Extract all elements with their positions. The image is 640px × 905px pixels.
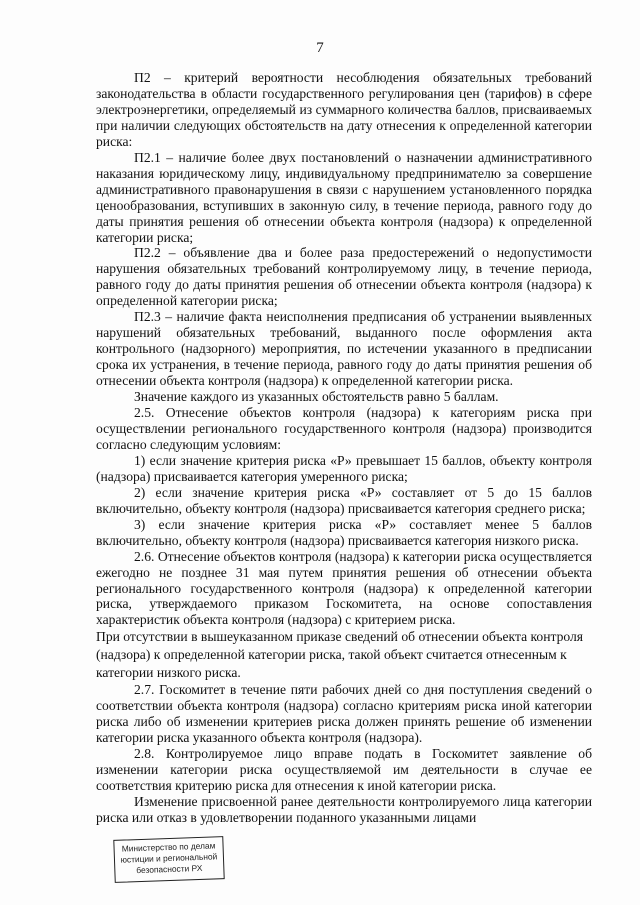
- page-number: 7: [316, 40, 324, 56]
- paragraph-points-value: Значение каждого из указанных обстоятельств равно 5 баллам.: [134, 389, 499, 405]
- paragraph-2-6: 2.6. Отнесение объектов контроля (надзора) к категории риска осуществляется ежегодно не позднее 31 мая путем принятия решения об отнесении объекта регионального государственного контроля (надзора) к определенной категории риска, утверждаемого приказом Госкомитета, на основе сопоставления характеристик объекта контроля (надзора) с критерием риска.: [96, 548, 592, 628]
- ministry-stamp: [113, 836, 224, 883]
- paragraph-p2-1: П2.1 – наличие более двух постановлений о назначении административного наказания юридическому лицу, индивидуальному предпринимателю за совершение административного правонарушения в связи с нарушением установленного порядка ценообразования, вступивших в законную силу, в течение периода, равного году до даты принятия решения об отнесении объекта контроля (надзора) к определенной категории риска;: [96, 149, 592, 245]
- stamp-line-1: Министерство по делам: [121, 840, 216, 854]
- paragraph-p2-2: П2.2 – объявление два и более раза предостережений о недопустимости нарушения обязательных требований контролируемому лицу, в течение периода, равного году до даты принятия решения об отнесении объекта контроля (надзора) к определенной категории риска;: [96, 245, 592, 309]
- stamp-line-3: безопасности РХ: [136, 862, 203, 876]
- paragraph-condition-2: 2) если значение критерия риска «Р» составляет от 5 до 15 баллов включительно, объекту контроля (надзора) присваивается категория среднего риска;: [96, 484, 592, 516]
- paragraph-p2: П2 – критерий вероятности несоблюдения обязательных требований законодательства в области государственного регулирования цен (тарифов) в сфере электроэнергетики, определяемый из суммарного количества баллов, присваиваемых при наличии следующих обстоятельств на дату отнесения к определенной категории риска:: [96, 70, 592, 149]
- paragraph-absence-note: При отсутствии в вышеуказанном приказе сведений об отнесении объекта контроля (надзора) к определенной категории риска, такой объект считается отнесенным к категории низкого риска.: [96, 629, 584, 681]
- paragraph-condition-3: 3) если значение критерия риска «Р» составляет менее 5 баллов включительно, объекту контроля (надзора) присваивается категория низкого риска.: [96, 516, 592, 548]
- paragraph-2-7: 2.7. Госкомитет в течение пяти рабочих дней со дня поступления сведений о соответствии объекта контроля (надзора) согласно критериям риска иной категории риска либо об изменении критериев риска должен принять решение об изменении категории риска указанного объекта контроля (надзора).: [96, 682, 592, 746]
- document-body: [96, 70, 592, 826]
- paragraph-p2-3: П2.3 – наличие факта неисполнения предписания об устранении выявленных нарушений обязательных требований, выданного после оформления акта контрольного (надзорного) мероприятия, по истечении указанного в предписании срока их устранения, в течение периода, равного году до даты принятия решения об отнесении объекта контроля (надзора) к определенной категории риска.: [96, 309, 592, 389]
- paragraph-condition-1: 1) если значение критерия риска «Р» превышает 15 баллов, объекту контроля (надзора) присваивается категория умеренного риска;: [96, 452, 592, 484]
- paragraph-2-5: 2.5. Отнесение объектов контроля (надзора) к категориям риска при осуществлении регионального государственного контроля (надзора) производится согласно следующим условиям:: [96, 405, 592, 452]
- paragraph-2-8: 2.8. Контролируемое лицо вправе подать в Госкомитет заявление об изменении категории риска осуществляемой им деятельности в случае ее соответствия критерию риска для отнесения к иной категории риска.: [96, 746, 592, 794]
- stamp-line-2: юстиции и региональной: [120, 851, 218, 865]
- paragraph-risk-change: Изменение присвоенной ранее деятельности контролируемого лица категории риска или отказ в удовлетворении поданного указанными лицами: [96, 794, 592, 825]
